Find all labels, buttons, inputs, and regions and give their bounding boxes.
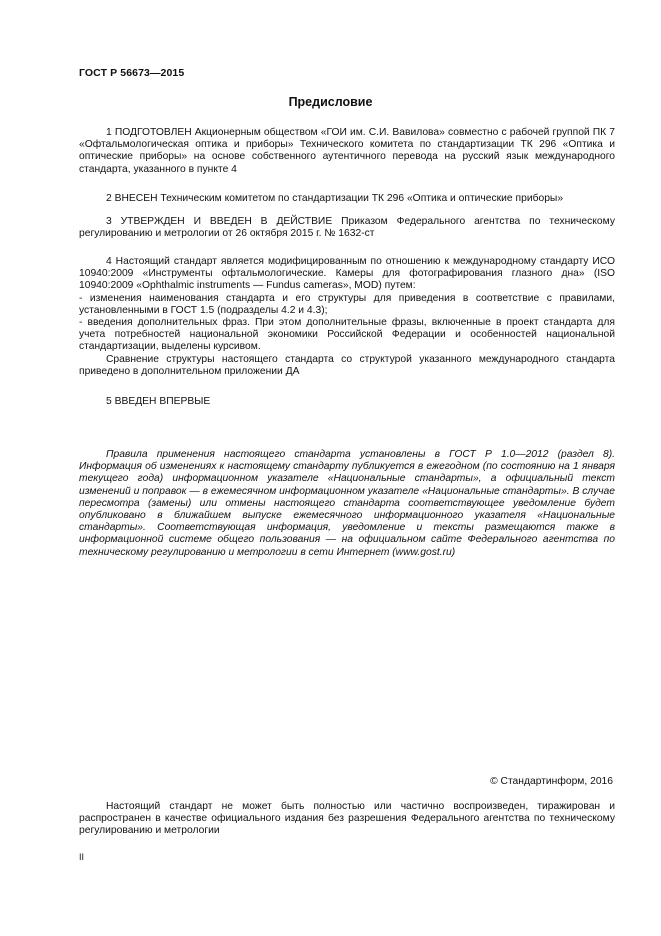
foreword-item-3-text: 3 УТВЕРЖДЕН И ВВЕДЕН В ДЕЙСТВИЕ Приказом Федерального агентства по техническому регулированию и метрологии от 26 октября 2015 г. № 1632-ст [79, 216, 615, 240]
foreword-item-4-dash-2: - введения дополнительных фраз. При этом дополнительные фразы, включенные в проект стандарта для учета потребностей национальной экономики Российской Федерации и особенностей национальной стандартизации, выделены курсивом. [79, 317, 615, 353]
foreword-item-2-text: 2 ВНЕСЕН Техническим комитетом по стандартизации ТК 296 «Оптика и оптические приборы» [106, 193, 564, 204]
rules-notice [79, 449, 615, 559]
foreword-item-4-intro: 4 Настоящий стандарт является модифицированным по отношению к международному стандарту ИСО 10940:2009 «Инструменты офтальмологические. Камеры для фотографирования глазного дна» (ISO 10940:2009 «Ophthalmic instruments — Fundus cameras», MOD) путем: [79, 256, 615, 292]
reproduction-notice [79, 801, 615, 838]
foreword-item-4 [79, 256, 615, 378]
foreword-item-1 [79, 127, 615, 176]
copyright: © Стандартинформ, 2016 [490, 776, 613, 787]
foreword-item-4-comparison: Сравнение структуры настоящего стандарта со структурой указанного международного стандарта приведено в дополнительном приложении ДА [79, 353, 615, 377]
foreword-item-2 [79, 193, 615, 205]
foreword-item-4-dash-1: - изменения наименования стандарта и его структуры для приведения в соответствие с правилами, установленными в ГОСТ 1.5 (подразделы 4.2 и 4.3); [79, 292, 615, 316]
foreword-item-5-text: 5 ВВЕДЕН ВПЕРВЫЕ [106, 396, 211, 407]
page-title: Предисловие [288, 95, 373, 109]
document-code-header: ГОСТ Р 56673—2015 [79, 67, 185, 79]
reproduction-notice-text: Настоящий стандарт не может быть полностью или частично воспроизведен, тиражирован и распространен в качестве официального издания без разрешения Федерального агентства по техническому регулированию и метрологии [79, 801, 615, 837]
page-number: II [79, 852, 85, 862]
foreword-item-1-text: 1 ПОДГОТОВЛЕН Акционерным обществом «ГОИ им. С.И. Вавилова» совместно с рабочей группой ПК 7 «Офтальмологическая оптика и приборы» Технического комитета по стандартизации ТК 296 «Оптика и оптические приборы» на основе собственного аутентичного перевода на русский язык международного стандарта, указанного в пункте 4 [79, 127, 615, 175]
foreword-item-5 [79, 396, 615, 408]
rules-notice-text: Правила применения настоящего стандарта установлены в ГОСТ Р 1.0—2012 (раздел 8). Информация об изменениях к настоящему стандарту публикуется в ежегодном (по состоянию на 1 января текущего года) информационном указателе «Национальные стандарты», а официальный текст изменений и поправок — в ежемесячном информационном указателе «Национальные стандарты». В случае пересмотра (замены) или отмены настоящего стандарта соответствующее уведомление будет опубликовано в ближайшем выпуске ежемесячного информационного указателя «Национальные стандарты». Соответствующая информация, уведомление и тексты размещаются также в информационной системе общего пользования — на официальном сайте Федерального агентства по техническому регулированию и метрологии в сети Интернет (www.gost.ru) [79, 449, 615, 558]
foreword-item-3 [79, 216, 615, 240]
